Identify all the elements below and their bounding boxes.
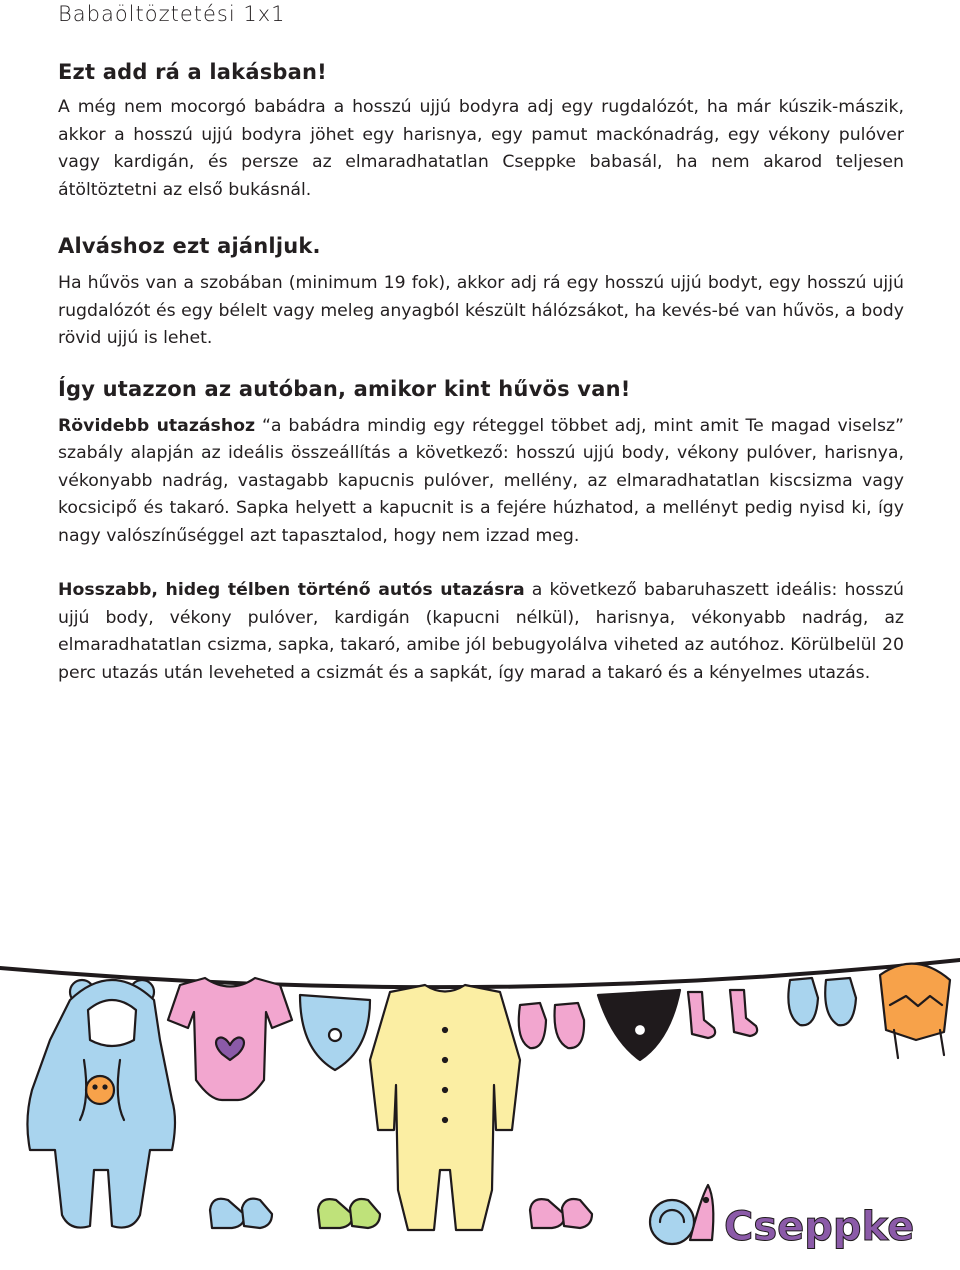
section-sleep bbox=[58, 234, 904, 353]
section-heading-car: Így utazzon az autóban, amikor kint hűvös van! bbox=[58, 376, 631, 401]
long-trip-lead: Hosszabb, hideg télben történő autós utazásra bbox=[58, 580, 525, 600]
snail-logo-icon bbox=[650, 1185, 713, 1244]
bandana-bib-icon bbox=[598, 990, 680, 1060]
bodysuit-icon bbox=[168, 978, 292, 1100]
mittens-pink-icon bbox=[519, 1003, 584, 1048]
mittens-blue-icon bbox=[788, 978, 856, 1025]
section-home bbox=[58, 60, 904, 204]
paragraph-short-trip bbox=[58, 413, 904, 551]
long-trip-text: a következő babaruhaszett ideális: hosszú ujjú body, vékony pulóver, kardigán (kapucni nélkül), harisnya, vékonyabb nadrág, az elmaradhatatlan csizma, sapka, takaró, amibe jól bebugyolálva viheted az autóhoz. Körülbelül 20 perc utazás után leveheted a csizmát és a sapkát, így marad a takaró és a kényelmes utazás. bbox=[58, 580, 904, 683]
short-trip-lead: Rövidebb utazáshoz bbox=[58, 415, 256, 436]
section-heading-home: Ezt add rá a lakásban! bbox=[58, 60, 327, 84]
sleepsuit-icon bbox=[370, 985, 520, 1230]
section-text-sleep: Ha hűvös van a szobában (minimum 19 fok), akkor adj rá egy hosszú ujjú bodyt, egy hosszú ujjú rugdalózót és egy bélelt vagy meleg anyagból készült hálózsákot, ha kevés-bé van hűvös, a body rövid ujjú is lehet. bbox=[58, 273, 904, 348]
short-trip-text: “a babádra mindig egy réteggel többet adj, mint amit Te magad viselsz” szabály alapján az ideális összeállítás a következő: hosszú ujjú body, vékony pulóver, harisnya, vékonyabb nadrág, vastagabb kapucnis pulóver, mellény, az elmaradhatatlan kiscsizma vagy kocsicipő és takaró. Sapka helyett a kapucnit is a fejére húzhatod, a mellényt pedig nyisd ki, így nagy valószínűséggel azt tapasztalod, hogy nem izzad meg. bbox=[58, 415, 904, 546]
shoes-blue-icon bbox=[210, 1199, 272, 1228]
section-heading-sleep: Alváshoz ezt ajánljuk. bbox=[58, 234, 321, 258]
section-car bbox=[58, 377, 904, 688]
section-text-home: A még nem mocorgó babádra a hosszú ujjú bodyra adj egy rugdalózót, ha már kúszik-mászik, akkor a hosszú ujjú bodyra jöhet egy harisnya, egy pamut mackónadrág, egy vékony pulóver vagy kardigán, és persze az elmaradhatatlan Cseppke babasál, ha nem akarod teljesen átöltöztetni az első bukásnál. bbox=[58, 97, 904, 200]
shoes-green-icon bbox=[318, 1199, 380, 1228]
bib-icon bbox=[300, 995, 370, 1070]
hat-icon bbox=[880, 964, 950, 1058]
shoes-pink-icon bbox=[530, 1199, 592, 1228]
paragraph-long-trip bbox=[58, 577, 904, 687]
page-header-title: Babaöltöztetési 1x1 bbox=[58, 2, 286, 26]
article-body bbox=[58, 60, 904, 687]
clothesline-illustration bbox=[0, 920, 960, 1270]
snowsuit-icon bbox=[27, 980, 175, 1228]
socks-pink-icon bbox=[688, 990, 757, 1038]
logo-wordmark: Cseppke bbox=[724, 1204, 915, 1250]
